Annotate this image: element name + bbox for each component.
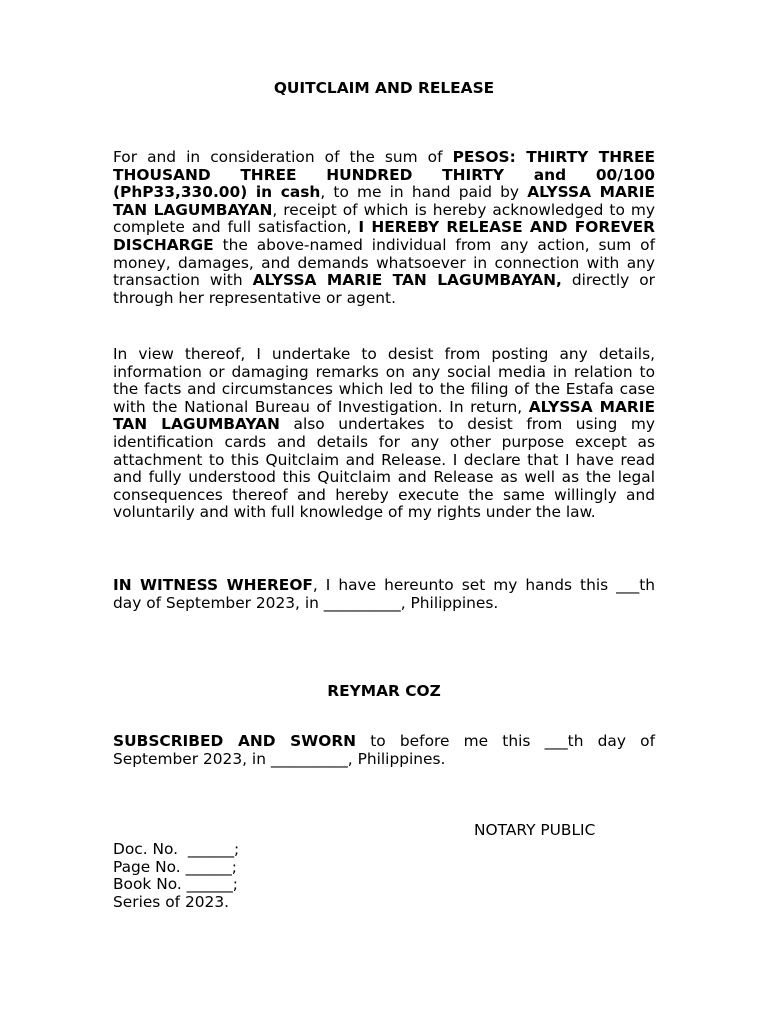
p2-payer-name: ALYSSA MARIE TAN LAGUMBAYAN <box>113 397 655 434</box>
p1-payer-name-2: ALYSSA MARIE TAN LAGUMBAYAN, <box>252 271 562 290</box>
p1-text-3: , receipt of which is hereby acknowledged to my complete and full satisfaction, <box>113 200 655 237</box>
witness-paragraph <box>113 577 655 612</box>
undertaking-paragraph <box>113 346 655 522</box>
notarial-register-info <box>113 841 239 911</box>
book-no-line: Book No. ______; <box>113 875 238 894</box>
p1-text-4: the above-named individual from any action, sum of money, damages, and demands whatsoever in connection with any transaction with <box>113 235 655 290</box>
series-line: Series of 2023. <box>113 892 230 911</box>
p4-sworn-clause: SUBSCRIBED AND SWORN <box>113 732 357 750</box>
p1-release-clause: I HEREBY RELEASE AND FOREVER DISCHARGE <box>113 218 655 254</box>
p3-text-1: , I have hereunto set my hands this ___th day of September 2023, in __________, Philippines. <box>113 576 655 612</box>
document-page <box>113 0 655 1024</box>
p2-text-2: also undertakes to desist from using my identification cards and details for any other purpose except as attachment to this Quitclaim and Release. I declare that I have read and fully understood this Quitclaim and Release as well as the legal consequences thereof and hereby execute the same willingly and voluntarily and with full knowledge of my rights under the law. <box>113 415 656 522</box>
jurat-paragraph <box>113 733 655 768</box>
p1-text-1: For and in consideration of the sum of <box>113 148 453 166</box>
p2-text-1: In view thereof, I undertake to desist from posting any details, information or damaging remarks on any social media in relation to the facts and circumstances which led to the filing of the Estafa case with the National Bureau of Investigation. In return, <box>113 345 655 416</box>
p1-text-2: , to me in hand paid by <box>320 183 528 202</box>
p3-witness-clause: IN WITNESS WHEREOF <box>113 576 313 594</box>
consideration-paragraph <box>113 149 655 307</box>
notary-public-label: NOTARY PUBLIC <box>474 821 596 839</box>
document-title: QUITCLAIM AND RELEASE <box>273 79 495 97</box>
page-no-line: Page No. ______; <box>113 857 237 876</box>
p1-amount: PESOS: THIRTY THREE THOUSAND THREE HUNDRED THIRTY and 00/100 (PhP33,330.00) in cash <box>113 148 655 202</box>
p1-payer-name: ALYSSA MARIE TAN LAGUMBAYAN <box>113 183 655 219</box>
p1-text-5: directly or through her representative or agent. <box>113 271 656 307</box>
doc-no-line: Doc. No. ______; <box>113 840 240 858</box>
signatory-name: REYMAR COZ <box>327 682 441 700</box>
p4-text-1: to before me this ___th day of September 2023, in __________, Philippines. <box>113 732 655 768</box>
